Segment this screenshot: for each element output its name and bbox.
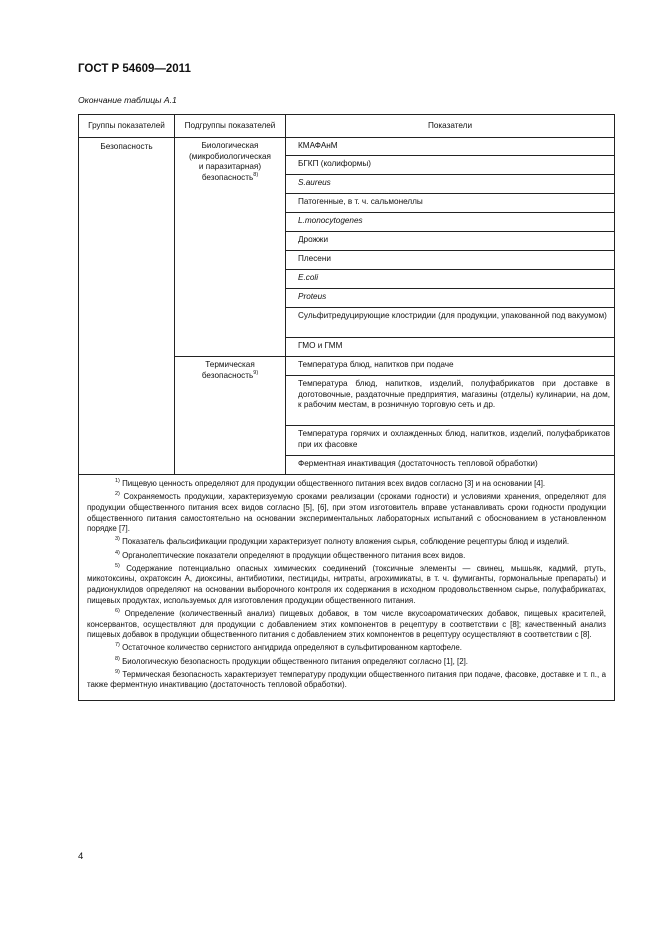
subgroup-line: безопасность bbox=[201, 172, 254, 182]
indicator-cell: КМАФАнМ bbox=[286, 138, 615, 156]
indicators-table bbox=[78, 114, 615, 701]
footnote-text: Пищевую ценность определяют для продукции общественного питания всех видов согласно [3] и на основании [4]. bbox=[122, 479, 546, 488]
indicator-cell: Патогенные, в т. ч. сальмонеллы bbox=[286, 194, 615, 213]
footnote-text: Содержание потенциально опасных химических соединений (токсичные элементы — свинец, мышьяк, кадмий, ртуть, микотоксины, охратоксин А, диоксины, антибиотики, пестициды, нитраты, агрохимикаты, в т. ч. фумиганты, гормональные препараты) и радионуклидов определяют на основании выборочного контроля их содержания в исходном продовольственном сырье, полуфабрикатах, пищевых продуктах, используемых для изготовления продукции общественного питания. bbox=[87, 563, 606, 605]
indicator-cell: Ферментная инактивация (достаточность тепловой обработки) bbox=[286, 456, 615, 475]
subgroup-line: безопасность bbox=[201, 370, 254, 380]
indicator-cell: БГКП (колиформы) bbox=[286, 156, 615, 175]
indicator-cell: Температура блюд, напитков, изделий, полуфабрикатов при доставке в доготовочные, раздаточные предприятия, магазины (отделы) кулинарии, на дом, к рабочим местам, в розничную торговую сеть и др. bbox=[286, 376, 615, 426]
footnote bbox=[87, 643, 606, 654]
footnotes-row bbox=[79, 475, 615, 701]
footnote bbox=[87, 609, 606, 641]
footnote-mark: 5) bbox=[115, 562, 120, 569]
indicator-cell: Плесени bbox=[286, 251, 615, 270]
footnote-text: Определение (количественный анализ) пищевых добавок, в том числе вкусоароматических добавок, пищевых красителей, консервантов, осуществляют для продукции с добавлением этих компонентов в рецептуру в соответствии с [8]; качественный анализ пищевых добавок в продукции общественного питания с добавлением этих компонентов в рецептуру осуществляют в соответствии с [8]. bbox=[87, 608, 606, 640]
footnote-text: Термическая безопасность характеризует температуру продукции общественного питания при подаче, фасовке, доставке и т. п., а также ферментную инактивацию (достаточность тепловой обработки). bbox=[87, 669, 606, 690]
table-caption: Окончание таблицы А.1 bbox=[78, 95, 177, 105]
group-cell: Безопасность bbox=[79, 138, 175, 475]
footnote-text: Органолептические показатели определяют в продукции общественного питания всех видов. bbox=[122, 550, 466, 560]
footnote bbox=[87, 479, 606, 490]
page-number: 4 bbox=[78, 851, 84, 862]
footnote-text: Биологическую безопасность продукции общественного питания определяют согласно [1], [2]. bbox=[122, 656, 468, 666]
footnote-mark: 8) bbox=[115, 655, 120, 662]
table-header-row bbox=[79, 115, 615, 138]
footnote-ref: 9) bbox=[253, 369, 259, 376]
indicator-cell: Температура горячих и охлажденных блюд, напитков, изделий, полуфабрикатов при их фасовке bbox=[286, 426, 615, 456]
indicator-cell: Дрожжи bbox=[286, 232, 615, 251]
footnote-text: Остаточное количество сернистого ангидрида определяют в сульфитированном картофеле. bbox=[122, 643, 462, 653]
indicator-cell: Сульфитредуцирующие клостридии (для продукции, упакованной под вакуумом) bbox=[286, 308, 615, 338]
footnote-text: Сохраняемость продукции, характеризуемую сроками реализации (сроками годности) и условиями хранения, определяют для продукции общественного питания всех видов согласно [5], [6], при этом изготовитель вправе устанавливать сроки годности продукции общественного питания самостоятельно на основании экспериментальных лабораторных испытаний с обоснованием в установленном порядке [7]. bbox=[87, 492, 606, 534]
column-header: Группы показателей bbox=[79, 115, 175, 138]
subgroup-line: Биологическая bbox=[201, 141, 259, 150]
footnote bbox=[87, 657, 606, 668]
footnote-mark: 3) bbox=[115, 536, 120, 543]
footnote-mark: 4) bbox=[115, 549, 120, 556]
footnote-ref: 8) bbox=[253, 171, 259, 178]
footnote bbox=[87, 551, 606, 562]
indicator-cell: S.aureus bbox=[286, 175, 615, 194]
subgroup-line: (микробиологическая bbox=[189, 151, 271, 161]
subgroup-line: и паразитарная) bbox=[198, 162, 262, 172]
footnote bbox=[87, 670, 606, 691]
column-header: Подгруппы показателей bbox=[175, 115, 286, 138]
footnote-mark: 7) bbox=[115, 642, 120, 649]
column-header: Показатели bbox=[286, 115, 615, 138]
footnote-mark: 1) bbox=[115, 478, 120, 484]
footnote bbox=[87, 492, 606, 535]
footnote-mark: 9) bbox=[115, 668, 120, 675]
footnote bbox=[87, 537, 606, 548]
footnote bbox=[87, 564, 606, 607]
subgroup-line: Термическая bbox=[205, 360, 255, 369]
footnote-text: Показатель фальсификации продукции характеризует полноту вложения сырья, соблюдение рецептуры блюд и изделий. bbox=[122, 537, 570, 547]
document-title: ГОСТ Р 54609—2011 bbox=[78, 63, 191, 75]
indicator-cell: E.coli bbox=[286, 270, 615, 289]
subgroup-cell-thermal bbox=[175, 357, 286, 475]
indicator-cell: Proteus bbox=[286, 289, 615, 308]
subgroup-cell-biological bbox=[175, 138, 286, 357]
footnote-mark: 2) bbox=[115, 491, 120, 498]
indicator-cell: L.monocytogenes bbox=[286, 213, 615, 232]
table-row bbox=[79, 138, 615, 156]
footnote-mark: 6) bbox=[115, 607, 120, 614]
indicator-cell: Температура блюд, напитков при подаче bbox=[286, 357, 615, 376]
footnotes-cell bbox=[79, 475, 615, 701]
indicator-cell: ГМО и ГММ bbox=[286, 338, 615, 357]
